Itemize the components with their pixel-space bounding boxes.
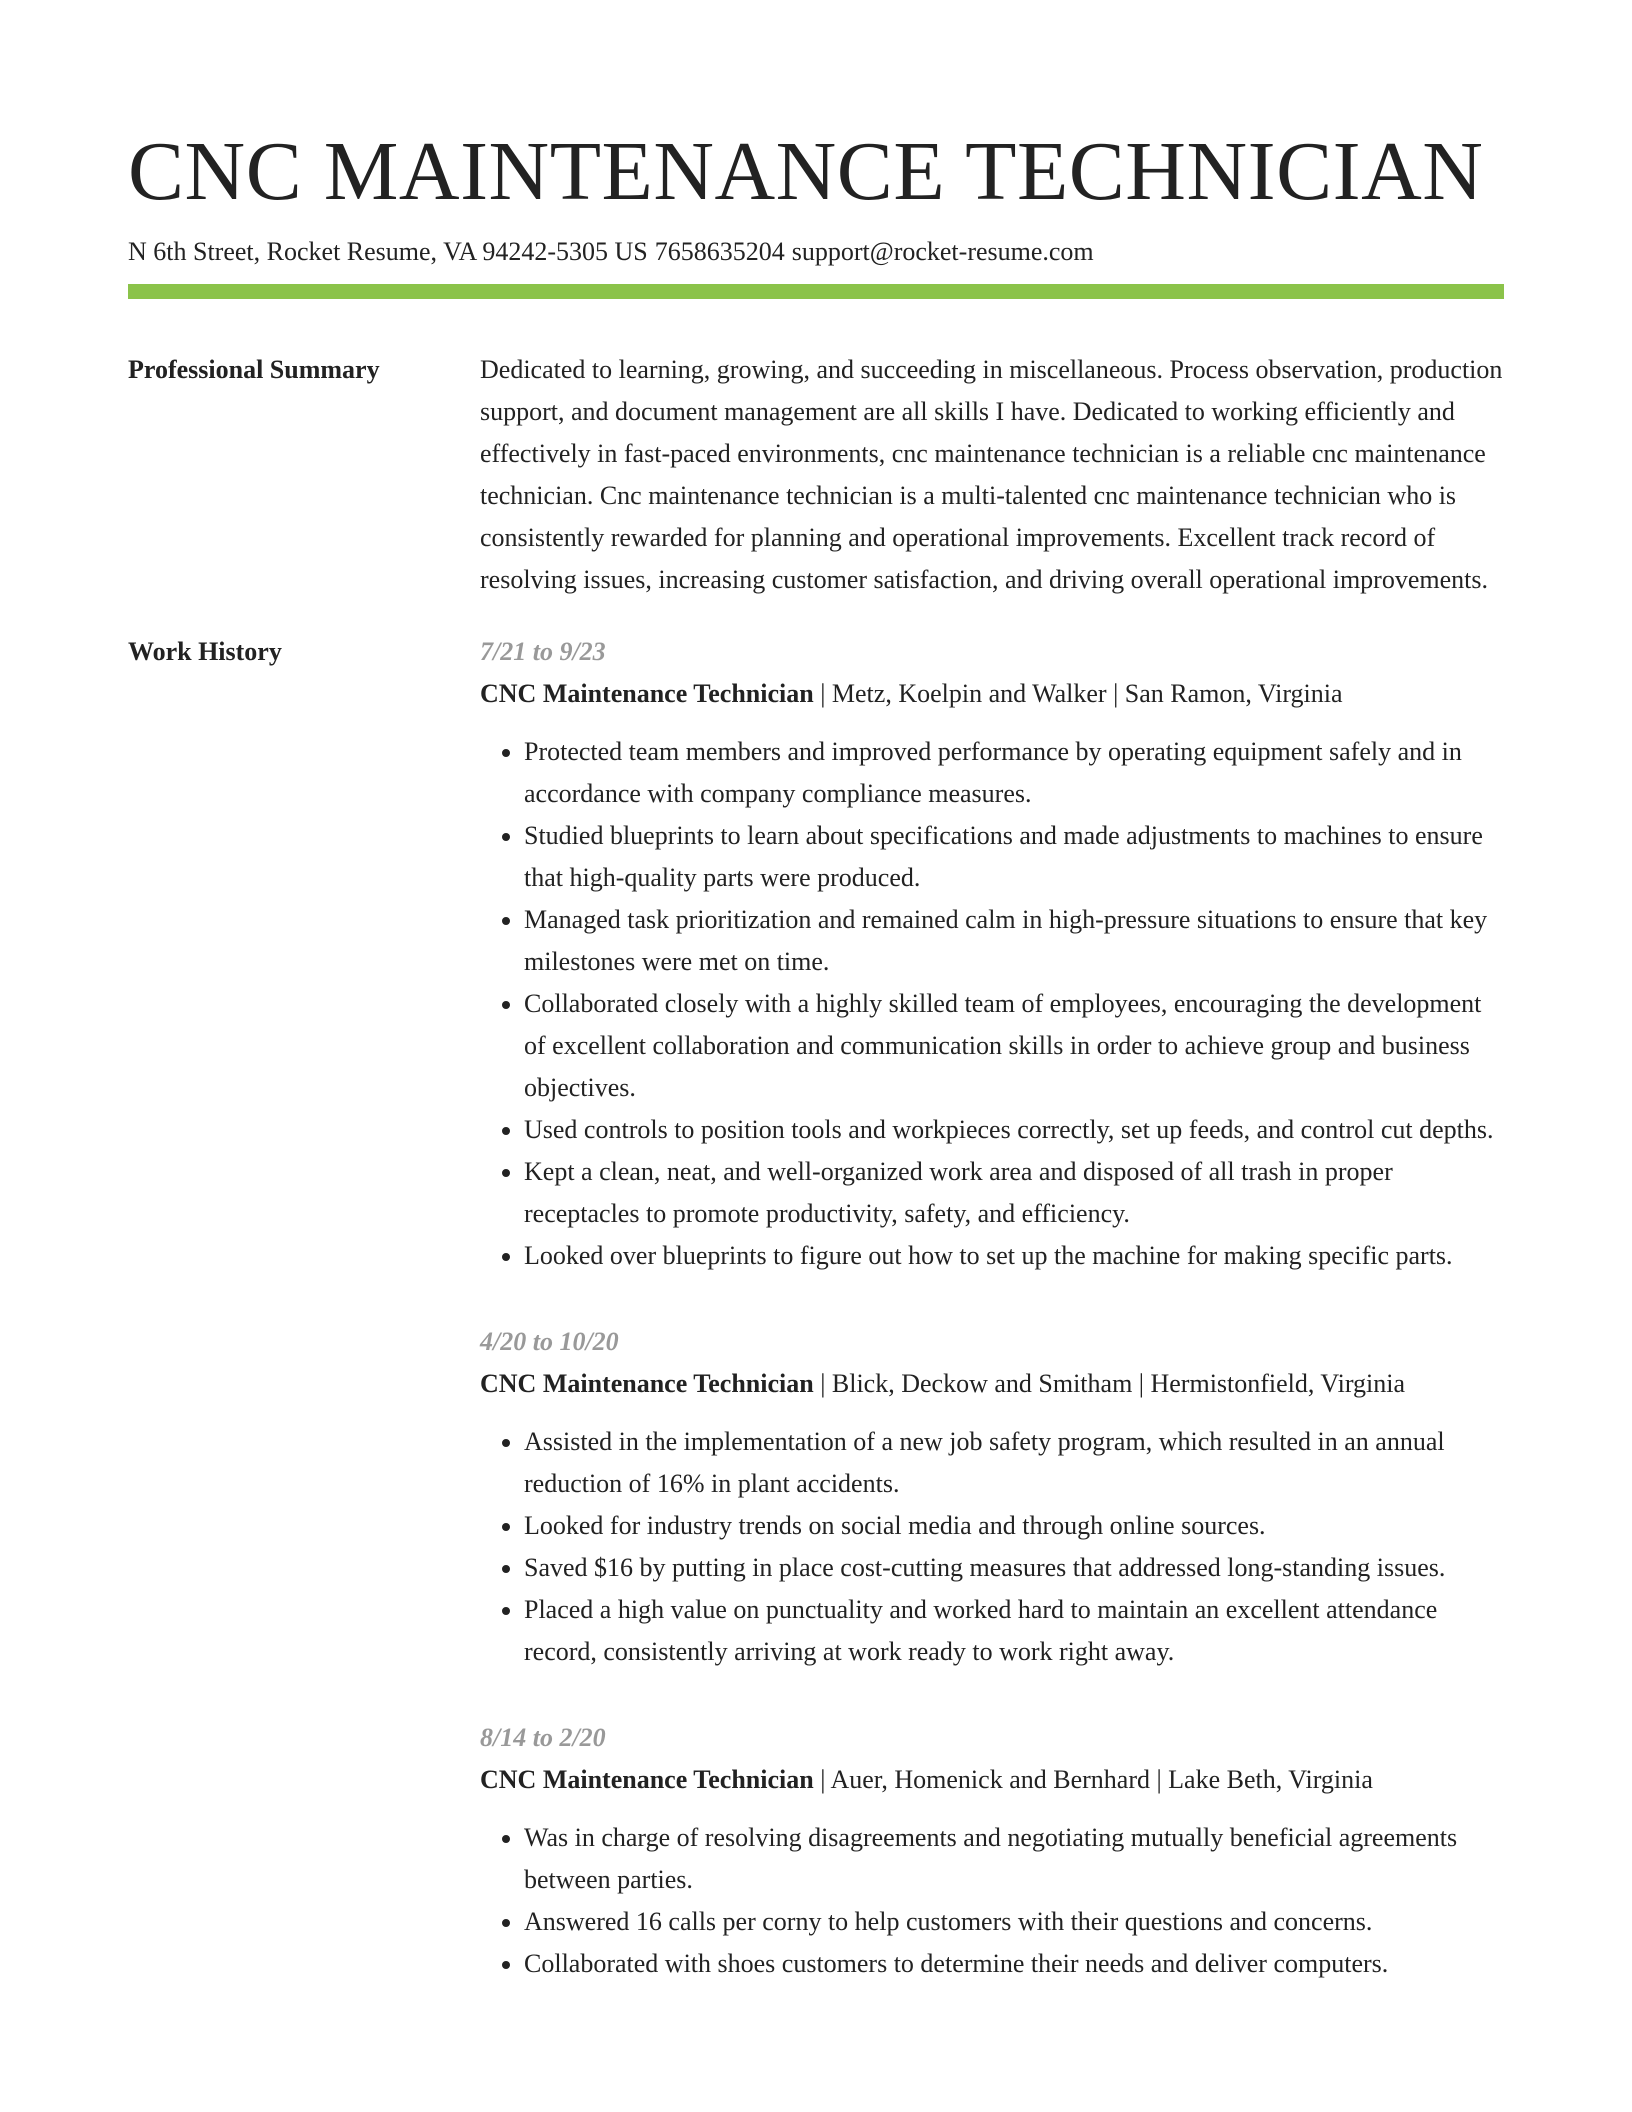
- job-heading: [480, 1759, 1504, 1801]
- job-bullets: [480, 731, 1504, 1277]
- job-entry: [480, 631, 1504, 1277]
- job-bullets: [480, 1817, 1504, 1985]
- resume-page: [128, 0, 1504, 2029]
- summary-body: [480, 349, 1504, 601]
- job-bullet: • Looked over blueprints to figure out how to set up the machine for making specific parts.: [524, 1235, 1504, 1277]
- section-label-summary: Professional Summary: [128, 355, 380, 384]
- job-details: | Auer, Homenick and Bernhard | Lake Beth, Virginia: [813, 1765, 1373, 1794]
- job-title: CNC Maintenance Technician: [480, 679, 814, 708]
- job-bullets: [480, 1421, 1504, 1673]
- resume-title: CNC MAINTENANCE TECHNICIAN: [128, 125, 1484, 218]
- job-bullet: • Kept a clean, neat, and well-organized work area and disposed of all trash in proper receptacles to promote productivity, safety, and efficiency.: [524, 1151, 1504, 1235]
- job-bullet: • Collaborated with shoes customers to determine their needs and deliver computers.: [524, 1943, 1504, 1985]
- job-heading: [480, 673, 1504, 715]
- job-bullet: • Studied blueprints to learn about specifications and made adjustments to machines to ensure that high-quality parts were produced.: [524, 815, 1504, 899]
- job-bullet: • Was in charge of resolving disagreements and negotiating mutually beneficial agreements between parties.: [524, 1817, 1504, 1901]
- job-bullet: • Assisted in the implementation of a new job safety program, which resulted in an annual reduction of 16% in plant accidents.: [524, 1421, 1504, 1505]
- job-bullet: • Managed task prioritization and remained calm in high-pressure situations to ensure that key milestones were met on time.: [524, 899, 1504, 983]
- job-dates: 8/14 to 2/20: [480, 1723, 606, 1752]
- job-title: CNC Maintenance Technician: [480, 1765, 814, 1794]
- accent-divider: [128, 284, 1504, 299]
- job-bullet: • Protected team members and improved performance by operating equipment safely and in accordance with company compliance measures.: [524, 731, 1504, 815]
- job-bullet: • Answered 16 calls per corny to help customers with their questions and concerns.: [524, 1901, 1504, 1943]
- contact-address: N 6th Street, Rocket Resume, VA 94242-5305 US: [128, 237, 648, 266]
- job-title: CNC Maintenance Technician: [480, 1369, 814, 1398]
- job-entry: [480, 1321, 1504, 1673]
- work-history-section: [128, 631, 1504, 2029]
- job-details: | Blick, Deckow and Smitham | Hermistonfield, Virginia: [813, 1369, 1406, 1398]
- job-entry: [480, 1717, 1504, 1985]
- summary-text: Dedicated to learning, growing, and succeeding in miscellaneous. Process observation, production support, and document management are all skills I have. Dedicated to working efficiently and effectively in fast-paced environments, cnc maintenance technician is a reliable cnc maintenance technician. Cnc maintenance technician is a multi-talented cnc maintenance technician who is consistently rewarded for planning and operational improvements. Excellent track record of resolving issues, increasing customer satisfaction, and driving overall operational improvements.: [480, 355, 1503, 594]
- work-history-body: [480, 631, 1504, 2029]
- professional-summary-section: [128, 349, 1504, 601]
- job-details: | Metz, Koelpin and Walker | San Ramon, Virginia: [813, 679, 1343, 708]
- job-bullet: • Saved $16 by putting in place cost-cutting measures that addressed long-standing issues.: [524, 1547, 1504, 1589]
- job-bullet: • Collaborated closely with a highly skilled team of employees, encouraging the development of excellent collaboration and communication skills in order to achieve group and business objectives.: [524, 983, 1504, 1109]
- job-bullet: • Looked for industry trends on social media and through online sources.: [524, 1505, 1504, 1547]
- section-label-work-history: Work History: [128, 637, 282, 666]
- job-bullet: • Used controls to position tools and workpieces correctly, set up feeds, and control cut depths.: [524, 1109, 1504, 1151]
- contact-line: [128, 234, 1504, 270]
- job-dates: 7/21 to 9/23: [480, 637, 606, 666]
- job-bullet: • Placed a high value on punctuality and worked hard to maintain an excellent attendance record, consistently arriving at work ready to work right away.: [524, 1589, 1504, 1673]
- job-heading: [480, 1363, 1504, 1405]
- contact-phone: 7658635204: [654, 237, 785, 266]
- contact-email: support@rocket-resume.com: [791, 237, 1094, 266]
- job-dates: 4/20 to 10/20: [480, 1327, 619, 1356]
